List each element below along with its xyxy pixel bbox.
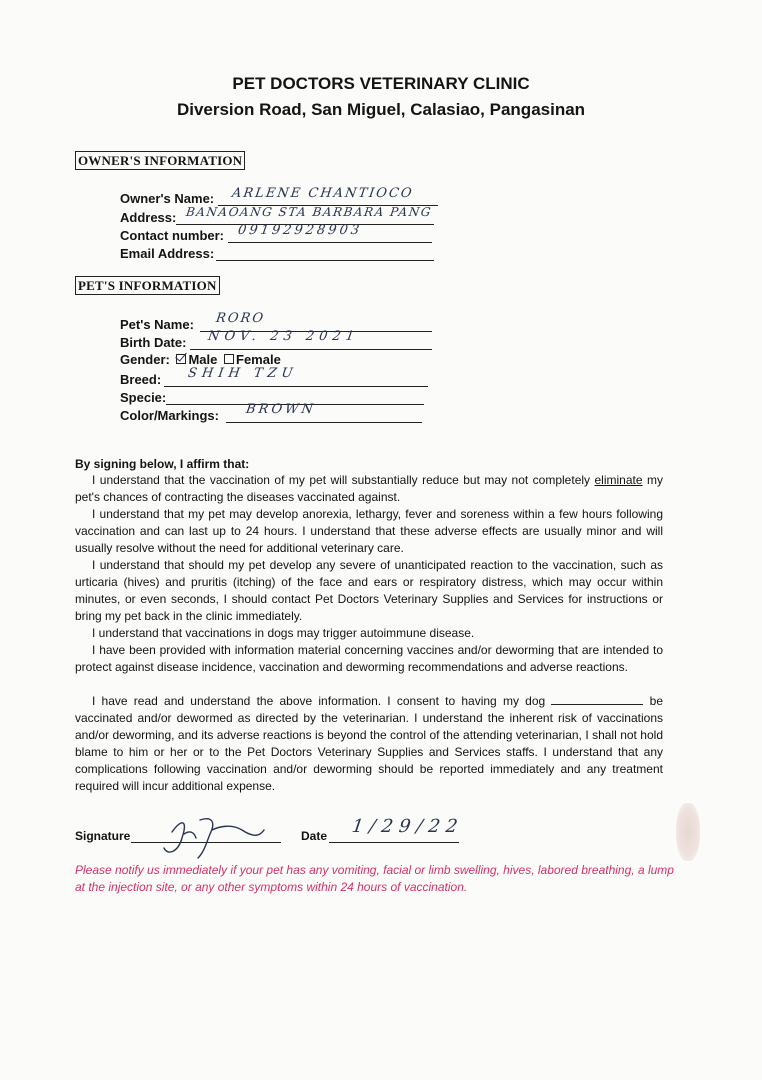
eliminate-underlined: eliminate [594,473,643,487]
color-markings-label: Color/Markings: [120,408,219,423]
affirmation-title: By signing below, I affirm that: [75,457,250,471]
color-markings-value: BROWN [244,402,317,417]
signature-label: Signature [75,829,131,843]
affirmation-paragraph-2: I understand that my pet may develop anorexia, lethargy, fever and soreness within a few hours following vaccination and can last up to 24 hours. I understand that these adverse effects are usually minor and will usually resolve without the need for additional veterinary care. [75,507,663,555]
address-label: Address: [120,210,177,225]
owner-section-title: OWNER'S INFORMATION [75,151,245,170]
date-label: Date [301,829,328,843]
gender-female-checkbox[interactable] [224,354,234,364]
gender-female-label: Female [236,352,281,367]
gender-male-checkbox[interactable] [176,354,186,364]
email-line[interactable] [216,244,434,261]
notice-text: Please notify us immediately if your pet has any vomiting, facial or limb swelling, hives, labored breathing, a lump at the injection site, or any other symptoms within 24 hours of vaccination. [75,863,674,894]
contact-label: Contact number: [120,228,224,243]
clinic-name: PET DOCTORS VETERINARY CLINIC [232,74,530,93]
birth-date-label: Birth Date: [120,335,187,350]
gender-label: Gender: [120,352,170,367]
affirmation-paragraph-6: I have read and understand the above information. I consent to having my dog be vaccinated and/or dewormed as directed by the veterinarian. I understand the inherent risk of vaccinations and/or deworming, and its adverse reactions is beyond the control of the attending veterinarian, I shall not hold blame to him or her or to the Pet Doctors Veterinary Supplies and Services staffs. I understand that any complications following vaccination and/or deworming should be reported immediately and any treatment required will incur additional expense. [75,694,663,793]
specie-label: Specie: [120,390,167,405]
affirmation-paragraph-1: I understand that the vaccination of my pet will substantially reduce but may not completely eliminate my pet's chances of contracting the diseases vaccinated against. [75,473,663,504]
owner-name-label: Owner's Name: [120,191,215,206]
handwritten-signature [160,812,270,862]
pet-name-value: RORO [214,311,266,326]
clinic-address: Diversion Road, San Miguel, Calasiao, Pangasinan [176,100,586,119]
affirmation-paragraph-3: I understand that should my pet develop any severe of unanticipated reaction to the vaccination, such as urticaria (hives) and pruritis (itching) of the face and ears or respiratory distress, which may occur within minutes, or even seconds, I should contact Pet Doctors Veterinary Supplies and Services for instructions or bring my pet back in the clinic immediately. [75,558,663,623]
gender-field [120,352,281,367]
pet-name-label: Pet's Name: [120,317,194,332]
birth-date-value: NOV. 23 2021 [206,329,361,344]
breed-value: SHIH TZU [186,366,299,381]
contact-value: 09192928903 [236,223,364,238]
dog-name-blank[interactable] [551,694,643,705]
email-label: Email Address: [120,246,215,261]
gender-male-label: Male [188,352,218,367]
affirmation-paragraph-4: I understand that vaccinations in dogs may trigger autoimmune disease. [92,626,475,640]
date-value: 1/29/22 [350,816,465,837]
owner-name-value: ARLENE CHANTIOCO [230,186,415,201]
paper-smudge [676,803,700,861]
pet-section-title: PET'S INFORMATION [75,276,220,295]
address-value: BANAOANG STA BARBARA PANG [185,205,433,219]
affirmation-paragraph-5: I have been provided with information material concerning vaccines and/or deworming that are intended to protect against disease incidence, vaccination and deworming recommendations and adverse reactions. [75,643,663,674]
breed-label: Breed: [120,372,162,387]
